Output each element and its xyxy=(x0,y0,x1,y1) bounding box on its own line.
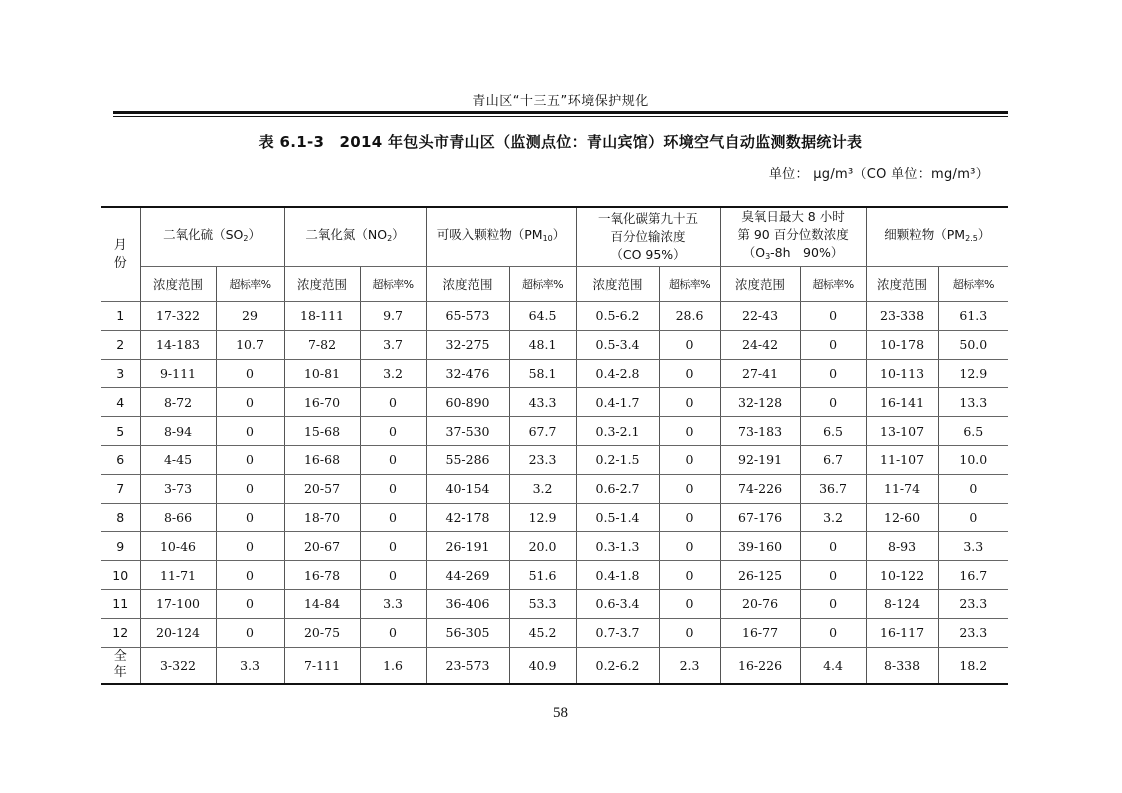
group-header-no2: 二氧化氮$(NO_2)$ xyxy=(284,207,426,267)
rate-cell: 0 xyxy=(360,445,426,474)
table-row xyxy=(101,532,1008,561)
rate-cell: 0 xyxy=(800,302,866,331)
table-row xyxy=(101,589,1008,618)
rate-cell: 6.5 xyxy=(800,417,866,446)
rate-cell: 0 xyxy=(360,618,426,647)
month-cell: 10 xyxy=(101,561,140,590)
rate-cell: 23.3 xyxy=(938,589,1008,618)
total-rate-cell: 40.9 xyxy=(509,647,576,684)
range-cell: 67-176 xyxy=(720,503,800,532)
running-header: 青山区“十三五”环境保护规化 xyxy=(472,94,649,109)
rate-cell: 36.7 xyxy=(800,474,866,503)
rate-cell: 67.7 xyxy=(509,417,576,446)
range-cell: 0.5-1.4 xyxy=(576,503,659,532)
month-cell: 2 xyxy=(101,330,140,359)
range-cell: 17-322 xyxy=(140,302,216,331)
range-cell: 10-81 xyxy=(284,359,360,388)
rate-header: 超标率% xyxy=(509,267,576,302)
group-header-row xyxy=(101,207,1008,267)
range-cell: 8-66 xyxy=(140,503,216,532)
rate-cell: 12.9 xyxy=(509,503,576,532)
range-cell: 11-74 xyxy=(866,474,938,503)
range-cell: 16-68 xyxy=(284,445,360,474)
range-cell: 8-124 xyxy=(866,589,938,618)
rate-cell: 0 xyxy=(659,618,720,647)
rate-cell: 23.3 xyxy=(938,618,1008,647)
rate-cell: 12.9 xyxy=(938,359,1008,388)
rate-cell: 0 xyxy=(659,474,720,503)
rate-cell: 0 xyxy=(216,417,284,446)
rate-cell: 10.7 xyxy=(216,330,284,359)
range-cell: 42-178 xyxy=(426,503,509,532)
range-header: 浓度范围 xyxy=(426,267,509,302)
rate-cell: 0 xyxy=(659,359,720,388)
rate-cell: 0 xyxy=(216,561,284,590)
range-cell: 65-573 xyxy=(426,302,509,331)
header-rule-thick xyxy=(113,111,1008,114)
table-row xyxy=(101,474,1008,503)
range-cell: 10-46 xyxy=(140,532,216,561)
month-cell: 9 xyxy=(101,532,140,561)
rate-cell: 0 xyxy=(360,532,426,561)
range-cell: 0.3-2.1 xyxy=(576,417,659,446)
range-cell: 60-890 xyxy=(426,388,509,417)
month-header-label: 月份 xyxy=(113,237,127,271)
rate-cell: 3.2 xyxy=(509,474,576,503)
range-cell: 37-530 xyxy=(426,417,509,446)
rate-cell: 16.7 xyxy=(938,561,1008,590)
table-row xyxy=(101,503,1008,532)
month-header xyxy=(101,207,140,302)
range-cell: 3-73 xyxy=(140,474,216,503)
range-cell: 40-154 xyxy=(426,474,509,503)
table-row xyxy=(101,561,1008,590)
rate-cell: 0 xyxy=(360,503,426,532)
rate-cell: 61.3 xyxy=(938,302,1008,331)
rate-cell: 0 xyxy=(659,561,720,590)
range-cell: 8-93 xyxy=(866,532,938,561)
range-cell: 8-94 xyxy=(140,417,216,446)
air-quality-table xyxy=(101,206,1008,685)
range-cell: 0.4-1.8 xyxy=(576,561,659,590)
month-cell: 8 xyxy=(101,503,140,532)
range-cell: 0.4-2.8 xyxy=(576,359,659,388)
total-range-cell: 7-111 xyxy=(284,647,360,684)
total-row xyxy=(101,647,1008,684)
rate-cell: 0 xyxy=(659,388,720,417)
range-cell: 16-78 xyxy=(284,561,360,590)
range-cell: 16-70 xyxy=(284,388,360,417)
total-rate-cell: 1.6 xyxy=(360,647,426,684)
range-cell: 8-72 xyxy=(140,388,216,417)
total-range-cell: 16-226 xyxy=(720,647,800,684)
rate-header: 超标率% xyxy=(938,267,1008,302)
month-cell: 3 xyxy=(101,359,140,388)
range-cell: 56-305 xyxy=(426,618,509,647)
range-cell: 0.3-1.3 xyxy=(576,532,659,561)
rate-cell: 0 xyxy=(659,503,720,532)
range-cell: 4-45 xyxy=(140,445,216,474)
rate-cell: 0 xyxy=(360,561,426,590)
rate-cell: 3.3 xyxy=(360,589,426,618)
range-cell: 26-191 xyxy=(426,532,509,561)
table-row xyxy=(101,388,1008,417)
range-cell: 36-406 xyxy=(426,589,509,618)
total-range-cell: 8-338 xyxy=(866,647,938,684)
rate-cell: 0 xyxy=(216,445,284,474)
range-header: 浓度范围 xyxy=(720,267,800,302)
range-cell: 10-122 xyxy=(866,561,938,590)
rate-cell: 0 xyxy=(659,532,720,561)
rate-cell: 6.5 xyxy=(938,417,1008,446)
rate-cell: 0 xyxy=(216,589,284,618)
total-rate-cell: 4.4 xyxy=(800,647,866,684)
range-cell: 20-57 xyxy=(284,474,360,503)
range-cell: 10-178 xyxy=(866,330,938,359)
rate-cell: 0 xyxy=(659,445,720,474)
rate-cell: 3.2 xyxy=(360,359,426,388)
month-cell: 7 xyxy=(101,474,140,503)
rate-cell: 0 xyxy=(938,474,1008,503)
range-cell: 11-71 xyxy=(140,561,216,590)
sub-header-row xyxy=(101,267,1008,302)
range-cell: 73-183 xyxy=(720,417,800,446)
range-cell: 14-84 xyxy=(284,589,360,618)
range-cell: 9-111 xyxy=(140,359,216,388)
rate-header: 超标率% xyxy=(800,267,866,302)
table-row xyxy=(101,618,1008,647)
table-row xyxy=(101,417,1008,446)
range-cell: 20-75 xyxy=(284,618,360,647)
group-header-o3: 臭氧日最大 8 小时 第 90 百分位数浓度 （$O_3-8h$ 90%） xyxy=(720,207,866,267)
rate-cell: 53.3 xyxy=(509,589,576,618)
rate-cell: 48.1 xyxy=(509,330,576,359)
month-cell: 11 xyxy=(101,589,140,618)
rate-cell: 0 xyxy=(800,589,866,618)
page-number: 58 xyxy=(553,705,568,721)
month-cell: 4 xyxy=(101,388,140,417)
table-title: 表 6.1-3 2014 年包头市青山区（监测点位：青山宾馆）环境空气自动监测数据统计表 xyxy=(258,133,863,151)
total-rate-cell: 2.3 xyxy=(659,647,720,684)
range-cell: 16-77 xyxy=(720,618,800,647)
rate-header: 超标率% xyxy=(360,267,426,302)
range-cell: 32-476 xyxy=(426,359,509,388)
range-cell: 74-226 xyxy=(720,474,800,503)
range-cell: 11-107 xyxy=(866,445,938,474)
range-cell: 39-160 xyxy=(720,532,800,561)
range-cell: 0.5-3.4 xyxy=(576,330,659,359)
rate-cell: 0 xyxy=(216,388,284,417)
range-cell: 0.6-2.7 xyxy=(576,474,659,503)
total-rate-cell: 3.3 xyxy=(216,647,284,684)
rate-cell: 0 xyxy=(938,503,1008,532)
rate-cell: 0 xyxy=(659,589,720,618)
header-rule-thin xyxy=(113,116,1008,117)
group-header-co: 一氧化碳第九十五 百分位输浓度 （CO 95%） xyxy=(576,207,720,267)
rate-cell: 0 xyxy=(216,359,284,388)
range-cell: 13-107 xyxy=(866,417,938,446)
group-header-so2: 二氧化硫$(SO_2)$ xyxy=(140,207,284,267)
range-cell: 27-41 xyxy=(720,359,800,388)
rate-cell: 0 xyxy=(659,330,720,359)
range-cell: 32-128 xyxy=(720,388,800,417)
range-cell: 92-191 xyxy=(720,445,800,474)
rate-cell: 0 xyxy=(216,618,284,647)
group-header-pm10: 可吸入颗粒物$(PM_{10})$ xyxy=(426,207,576,267)
table-row xyxy=(101,445,1008,474)
rate-cell: 0 xyxy=(800,532,866,561)
rate-cell: 0 xyxy=(360,417,426,446)
rate-cell: 51.6 xyxy=(509,561,576,590)
rate-cell: 10.0 xyxy=(938,445,1008,474)
month-cell: 5 xyxy=(101,417,140,446)
range-cell: 0.4-1.7 xyxy=(576,388,659,417)
rate-cell: 0 xyxy=(800,330,866,359)
rate-cell: 0 xyxy=(800,618,866,647)
month-cell: 12 xyxy=(101,618,140,647)
rate-cell: 0 xyxy=(360,388,426,417)
range-header: 浓度范围 xyxy=(576,267,659,302)
rate-cell: 29 xyxy=(216,302,284,331)
range-cell: 23-338 xyxy=(866,302,938,331)
table-body xyxy=(101,302,1008,684)
rate-cell: 6.7 xyxy=(800,445,866,474)
total-rate-cell: 18.2 xyxy=(938,647,1008,684)
rate-cell: 28.6 xyxy=(659,302,720,331)
range-cell: 20-67 xyxy=(284,532,360,561)
range-cell: 22-43 xyxy=(720,302,800,331)
table-row xyxy=(101,330,1008,359)
rate-header: 超标率% xyxy=(216,267,284,302)
range-cell: 0.7-3.7 xyxy=(576,618,659,647)
rate-cell: 20.0 xyxy=(509,532,576,561)
range-cell: 24-42 xyxy=(720,330,800,359)
rate-cell: 23.3 xyxy=(509,445,576,474)
range-cell: 44-269 xyxy=(426,561,509,590)
range-cell: 0.6-3.4 xyxy=(576,589,659,618)
rate-cell: 64.5 xyxy=(509,302,576,331)
range-cell: 26-125 xyxy=(720,561,800,590)
rate-cell: 0 xyxy=(800,561,866,590)
unit-note: 单位： μg/m³（CO 单位：mg/m³） xyxy=(768,167,989,182)
table-row xyxy=(101,302,1008,331)
range-cell: 18-70 xyxy=(284,503,360,532)
range-cell: 0.5-6.2 xyxy=(576,302,659,331)
rate-cell: 0 xyxy=(800,388,866,417)
rate-header: 超标率% xyxy=(659,267,720,302)
range-cell: 16-117 xyxy=(866,618,938,647)
month-cell: 1 xyxy=(101,302,140,331)
range-cell: 20-76 xyxy=(720,589,800,618)
range-cell: 14-183 xyxy=(140,330,216,359)
range-cell: 7-82 xyxy=(284,330,360,359)
rate-cell: 13.3 xyxy=(938,388,1008,417)
rate-cell: 43.3 xyxy=(509,388,576,417)
range-cell: 16-141 xyxy=(866,388,938,417)
rate-cell: 9.7 xyxy=(360,302,426,331)
range-cell: 0.2-1.5 xyxy=(576,445,659,474)
month-cell: 6 xyxy=(101,445,140,474)
total-label: 全年 xyxy=(101,647,140,684)
rate-cell: 45.2 xyxy=(509,618,576,647)
range-cell: 17-100 xyxy=(140,589,216,618)
rate-cell: 0 xyxy=(800,359,866,388)
total-range-cell: 0.2-6.2 xyxy=(576,647,659,684)
group-header-pm25: 细颗粒物$(PM_{2.5})$ xyxy=(866,207,1008,267)
total-range-cell: 3-322 xyxy=(140,647,216,684)
table-row xyxy=(101,359,1008,388)
total-range-cell: 23-573 xyxy=(426,647,509,684)
rate-cell: 0 xyxy=(216,503,284,532)
range-header: 浓度范围 xyxy=(866,267,938,302)
range-cell: 18-111 xyxy=(284,302,360,331)
range-cell: 12-60 xyxy=(866,503,938,532)
range-cell: 20-124 xyxy=(140,618,216,647)
range-cell: 32-275 xyxy=(426,330,509,359)
range-cell: 15-68 xyxy=(284,417,360,446)
rate-cell: 0 xyxy=(659,417,720,446)
rate-cell: 58.1 xyxy=(509,359,576,388)
range-cell: 55-286 xyxy=(426,445,509,474)
rate-cell: 0 xyxy=(216,532,284,561)
range-header: 浓度范围 xyxy=(284,267,360,302)
rate-cell: 3.7 xyxy=(360,330,426,359)
rate-cell: 0 xyxy=(360,474,426,503)
range-header: 浓度范围 xyxy=(140,267,216,302)
rate-cell: 0 xyxy=(216,474,284,503)
rate-cell: 50.0 xyxy=(938,330,1008,359)
rate-cell: 3.2 xyxy=(800,503,866,532)
rate-cell: 3.3 xyxy=(938,532,1008,561)
range-cell: 10-113 xyxy=(866,359,938,388)
